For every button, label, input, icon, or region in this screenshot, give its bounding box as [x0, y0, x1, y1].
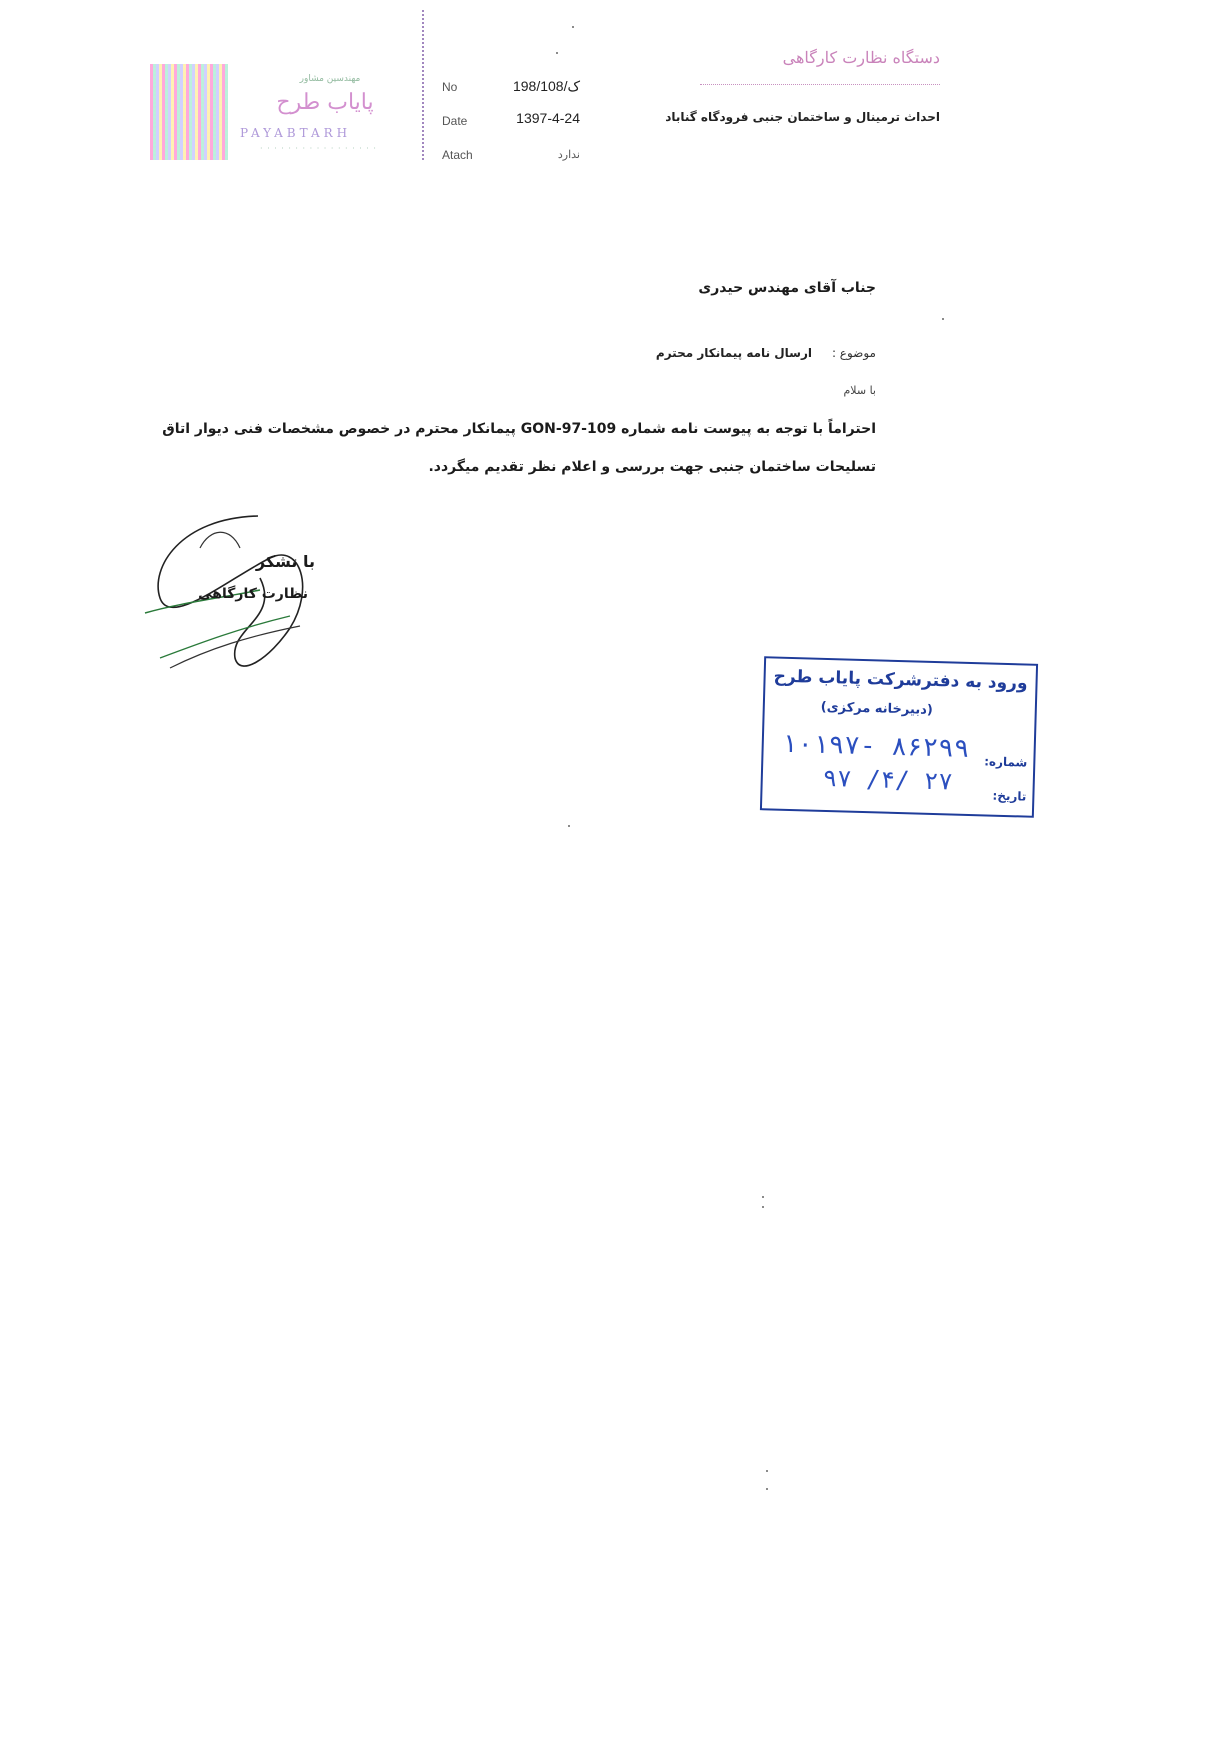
signature-office: نظارت کارگاهی: [198, 586, 308, 602]
scan-speck: [942, 318, 944, 320]
scan-speck: [556, 52, 558, 54]
stamp-date-label: تاریخ:: [992, 788, 1027, 804]
no-value: 198/ک/108: [512, 78, 580, 94]
scan-speck: [762, 1206, 764, 1208]
scan-speck: [572, 26, 574, 28]
header-org-title: دستگاه نظارت کارگاهی: [782, 48, 940, 67]
greeting: با سلام: [843, 384, 876, 397]
scan-speck: [766, 1470, 768, 1472]
stamp-number-value: ۱۰۱۹۷- ۸۶۲۹۹: [781, 728, 970, 764]
receipt-stamp: [760, 656, 1038, 818]
logo-tagline: مهندسین مشاور: [299, 74, 361, 84]
stamp-subtitle: (دبیرخانه مرکزی): [820, 699, 933, 718]
logo-name-fa: پایاب طرح: [276, 90, 374, 115]
date-label: Date: [442, 114, 468, 128]
logo-subtext: · · · · · · · · · · · · · · · · ·: [260, 144, 377, 153]
signature-thanks: با تشکر: [255, 552, 315, 571]
company-logo: [150, 58, 400, 168]
no-label: No: [442, 80, 458, 94]
attach-value: ندارد: [557, 149, 580, 161]
logo-mosaic-graphic: [150, 64, 228, 160]
recipient: جناب آقای مهندس حیدری: [698, 280, 876, 296]
subject-value: ارسال نامه پیمانکار محترم: [655, 346, 812, 360]
logo-name-en: PAYABTARH: [240, 126, 352, 140]
scan-speck: [766, 1488, 768, 1490]
header-divider: [422, 10, 424, 160]
attach-label: Atach: [442, 148, 473, 162]
letter-paragraph: احتراماً با توجه به پیوست نامه شماره GON-97-109 پیمانکار محترم در خصوص مشخصات فنی دیوار اتاق تسلیحات ساختمان جنبی جهت بررسی و اعلام نظر تقدیم میگردد.: [162, 421, 876, 475]
project-title: احداث ترمینال و ساختمان جنبی فرودگاه گناباد: [665, 110, 940, 124]
scan-speck: [568, 825, 570, 827]
subject-label: موضوع :: [831, 346, 876, 360]
stamp-number-label: شماره:: [984, 754, 1028, 770]
stamp-date-value: ۹۷ /۴/ ۲۷: [822, 763, 954, 796]
stamp-title: ورود به دفترشرکت پایاب طرح: [773, 666, 1028, 694]
header-title-underline: [700, 84, 940, 85]
date-value: 1397-4-24: [516, 110, 580, 126]
scan-speck: [762, 1196, 764, 1198]
